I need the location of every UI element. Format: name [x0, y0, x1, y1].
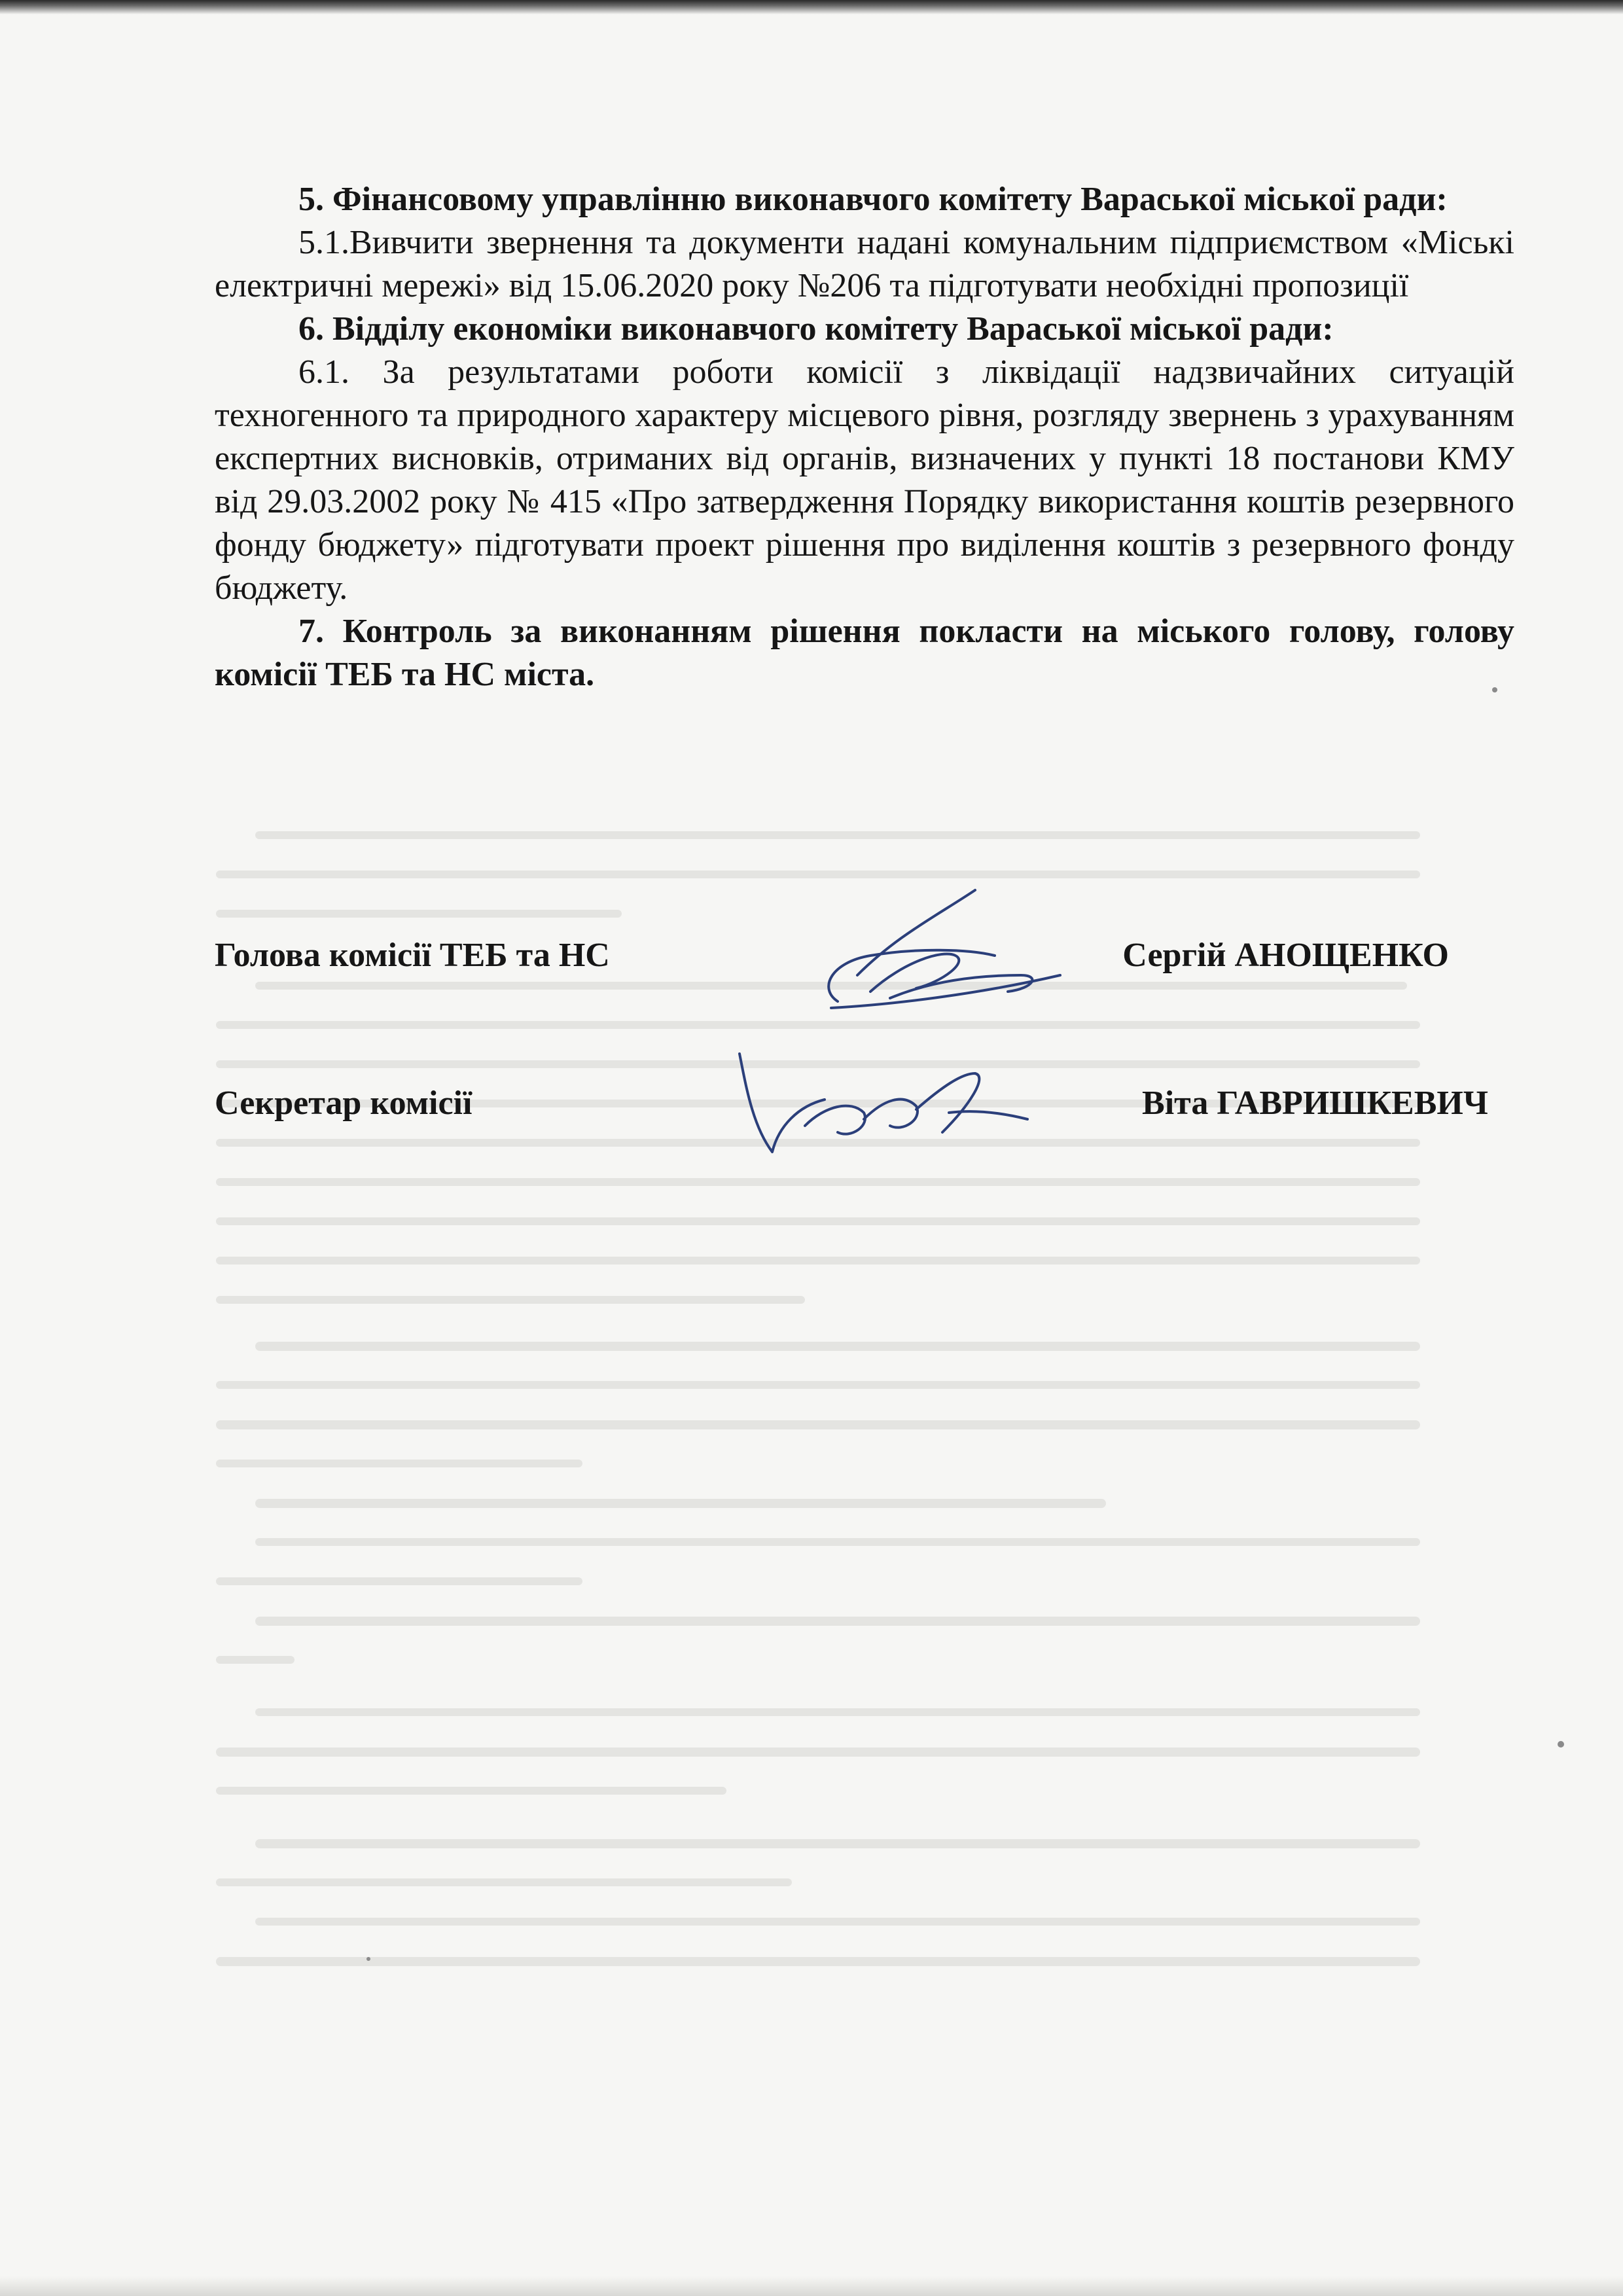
- section-6-item-1: 6.1. За результатами роботи комісії з ліквідації надзвичайних ситуацій техногенного та природного характеру місцевого рівня, розгляду звернень з урахуванням експертних висновків, отриманих від органів, визначених у пункті 18 постанови КМУ від 29.03.2002 року № 415 «Про затвердження Порядку використання коштів резервного фонду бюджету» підготувати проект рішення про виділення коштів з резервного фонду бюджету.: [215, 353, 1514, 607]
- scan-speck: [1492, 687, 1497, 692]
- scan-edge-top: [0, 0, 1623, 14]
- section-5-item-1: 5.1.Вивчити звернення та документи надані комунальним підприємством «Міські електричні мережі» від 15.06.2020 року №206 та підготувати необхідні пропозиції: [215, 224, 1514, 304]
- section-7-control: 7. Контроль за виконанням рішення покласти на міського голову, голову комісії ТЕБ та НС міста.: [215, 613, 1514, 693]
- chair-name: Сергій АНОЩЕНКО: [1122, 937, 1449, 974]
- body-text: [215, 178, 1514, 696]
- secretary-title: Секретар комісії: [215, 1085, 473, 1122]
- scan-speck: [1558, 1741, 1564, 1748]
- secretary-name: Віта ГАВРИШКЕВИЧ: [1142, 1085, 1488, 1122]
- section-5-heading: 5. Фінансовому управлінню виконавчого комітету Вараської міської ради:: [298, 181, 1448, 218]
- section-6-heading: 6. Відділу економіки виконавчого комітету Вараської міської ради:: [298, 310, 1334, 348]
- chair-handwritten-signature: [759, 877, 1099, 1034]
- scan-speck: [366, 1957, 370, 1961]
- scan-edge-bottom: [0, 2276, 1623, 2296]
- chair-title: Голова комісії ТЕБ та НС: [215, 937, 610, 974]
- secretary-handwritten-signature: [726, 1047, 1041, 1165]
